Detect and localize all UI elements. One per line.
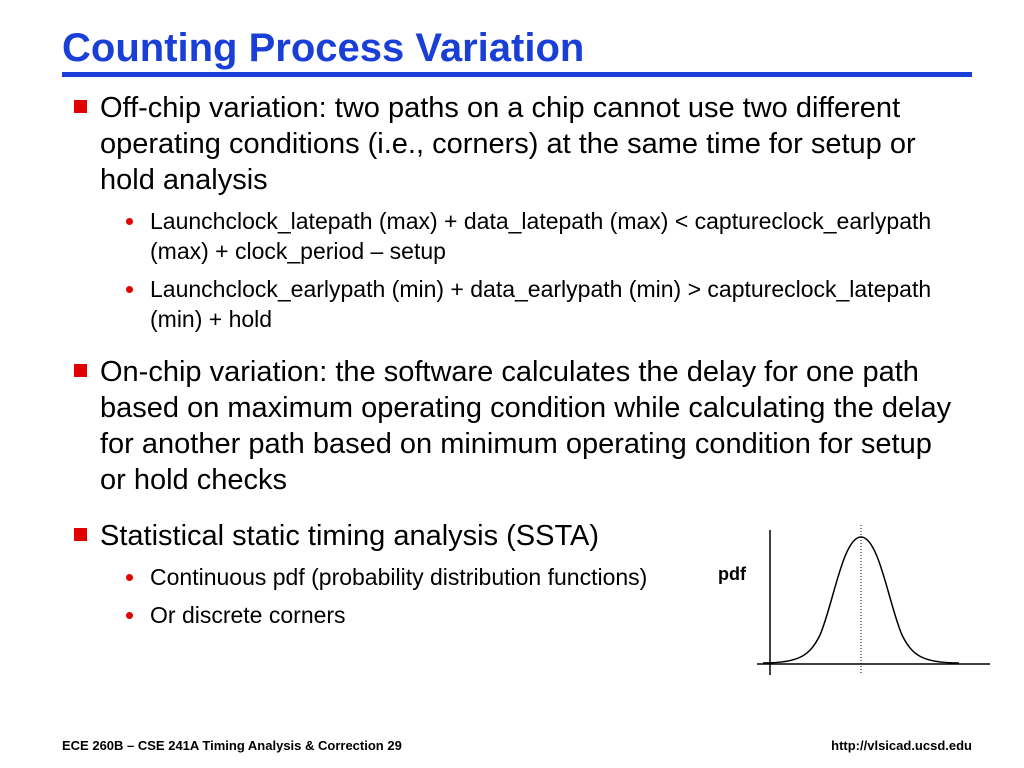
sub-bullet-text: Launchclock_earlypath (min) + data_earlypath (min) > captureclock_latepath (min) + hold (150, 276, 932, 332)
round-bullet-icon (126, 612, 133, 619)
square-bullet-icon (74, 528, 87, 541)
round-bullet-icon (126, 574, 133, 581)
slide-title: Counting Process Variation (62, 26, 585, 70)
footer-url: http://vlsicad.ucsd.edu (831, 738, 972, 753)
sub-bullet-hold (62, 274, 962, 334)
bullet-text: Statistical static timing analysis (SSTA) (100, 520, 600, 552)
sub-bullet-text: Or discrete corners (150, 602, 346, 628)
square-bullet-icon (74, 100, 87, 113)
sub-bullet-setup (62, 206, 962, 266)
pdf-curve-figure (755, 525, 995, 680)
square-bullet-icon (74, 364, 87, 377)
bullet-text: On-chip variation: the software calculates the delay for one path based on maximum operating condition while calculating the delay for another path based on minimum operating condition for setup or hold checks (100, 356, 952, 496)
footer-course: ECE 260B – CSE 241A Timing Analysis & Correction 29 (62, 738, 402, 753)
bullet-text: Off-chip variation: two paths on a chip cannot use two different operating conditions (i.e., corners) at the same time for setup or hold analysis (100, 92, 916, 196)
round-bullet-icon (126, 218, 133, 225)
title-underline (62, 72, 972, 77)
bullet-off-chip (62, 90, 962, 198)
sub-bullet-text: Launchclock_latepath (max) + data_latepath (max) < captureclock_earlypath (max) + clock_period – setup (150, 208, 932, 264)
pdf-axis-label: pdf (718, 564, 746, 584)
bullet-on-chip (62, 354, 962, 498)
round-bullet-icon (126, 286, 133, 293)
sub-bullet-text: Continuous pdf (probability distribution functions) (150, 564, 648, 590)
